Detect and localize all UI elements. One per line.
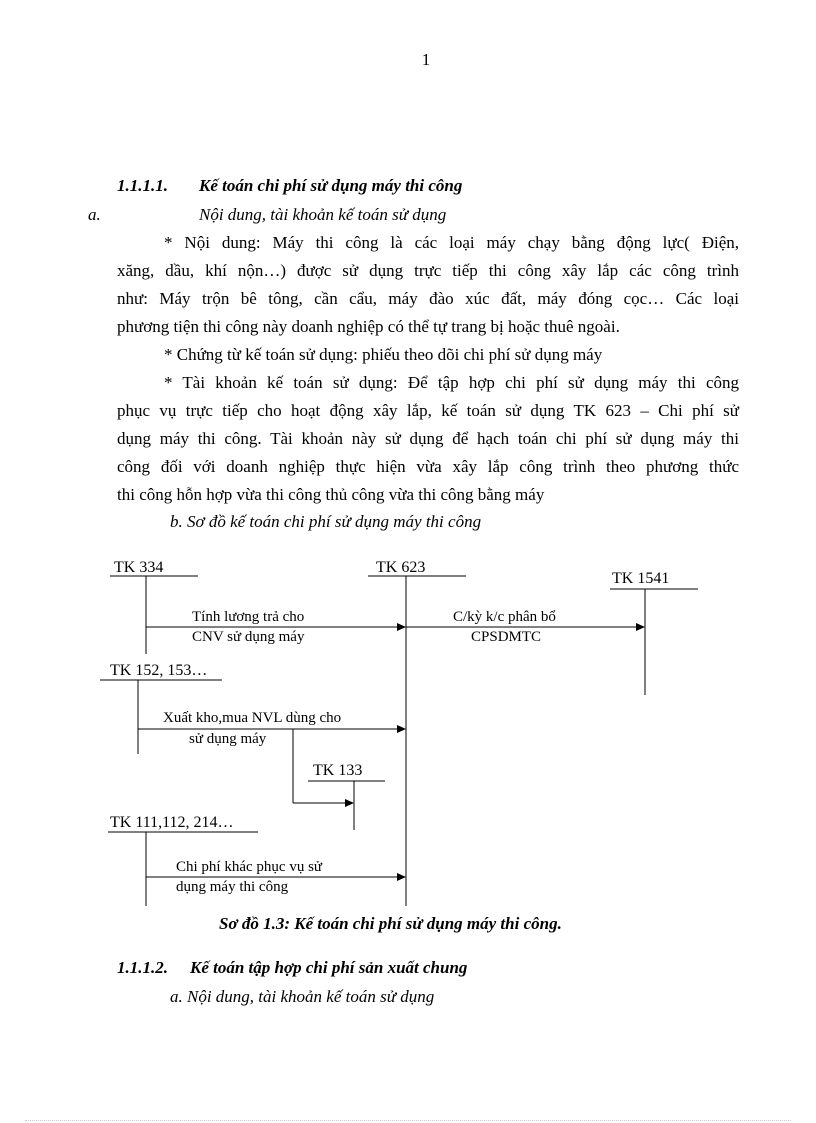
content-line: * Nội dung: Máy thi công là các loại máy chạy bằng động lực( Điện, bbox=[164, 233, 739, 252]
account-line: phục vụ trực tiếp cho hoạt động xây lắp, kế toán sử dụng TK 623 – Chi phí sử bbox=[117, 401, 739, 420]
section-number: 1.1.1.1. bbox=[117, 176, 168, 195]
section2-title: Kế toán tập hợp chi phí sản xuất chung bbox=[190, 958, 468, 977]
content-line: như: Máy trộn bê tông, cần cẩu, máy đào xúc đất, máy đóng cọc… Các loại bbox=[117, 289, 739, 308]
content-line: xăng, dầu, khí nộn…) được sử dụng trực tiếp thi công xây lắp các công trình bbox=[117, 261, 739, 280]
section2-subsection-a-title: a. Nội dung, tài khoản kế toán sử dụng bbox=[170, 987, 435, 1006]
tk623-label: TK 623 bbox=[376, 559, 426, 576]
diagram-caption: Sơ đồ 1.3: Kế toán chi phí sử dụng máy thi công. bbox=[219, 914, 562, 933]
page-footer-divider bbox=[25, 1120, 791, 1121]
salary-label-1: Tính lương trả cho bbox=[192, 609, 305, 625]
account-line: công đối với doanh nghiệp thực hiện vừa xây lắp công trình theo phương thức bbox=[117, 457, 739, 476]
content-line: phương tiện thi công này doanh nghiệp có thể tự trang bị hoặc thuê ngoài. bbox=[117, 317, 620, 336]
account-line: * Tài khoản kế toán sử dụng: Để tập hợp chi phí sử dụng máy thi công bbox=[164, 373, 739, 392]
account-line: dụng máy thi công. Tài khoản này sử dụng để hạch toán chi phí sử dụng máy thi bbox=[117, 429, 739, 448]
tk152-label: TK 152, 153… bbox=[110, 662, 208, 679]
subsection-a-title: Nội dung, tài khoản kế toán sử dụng bbox=[199, 205, 447, 224]
material-label-2: sử dụng máy bbox=[189, 731, 267, 747]
material-label-1: Xuất kho,mua NVL dùng cho bbox=[163, 710, 342, 726]
salary-label-2: CNV sử dụng máy bbox=[192, 629, 305, 645]
other-label-1: Chi phí khác phục vụ sử bbox=[176, 859, 323, 875]
tk1541-label: TK 1541 bbox=[612, 570, 670, 587]
subsection-a-marker: a. bbox=[88, 205, 101, 224]
documents-line: * Chứng từ kế toán sử dụng: phiếu theo dõi chi phí sử dụng máy bbox=[164, 345, 603, 364]
other-label-2: dụng máy thi công bbox=[176, 879, 289, 895]
allocate-label-2: CPSDMTC bbox=[471, 629, 542, 645]
subsection-b-title: b. Sơ đồ kế toán chi phí sử dụng máy thi công bbox=[170, 512, 482, 531]
tk111-label: TK 111,112, 214… bbox=[110, 814, 234, 831]
tk334-label: TK 334 bbox=[114, 559, 164, 576]
allocate-label-1: C/kỳ k/c phân bổ bbox=[453, 609, 556, 625]
tk133-label: TK 133 bbox=[313, 762, 363, 779]
account-line: thi công hỗn hợp vừa thi công thủ công vừa thi công bằng máy bbox=[117, 485, 545, 504]
section-title: Kế toán chi phí sử dụng máy thi công bbox=[199, 176, 463, 195]
section2-number: 1.1.1.2. bbox=[117, 958, 168, 977]
page-number: 1 bbox=[421, 50, 431, 69]
